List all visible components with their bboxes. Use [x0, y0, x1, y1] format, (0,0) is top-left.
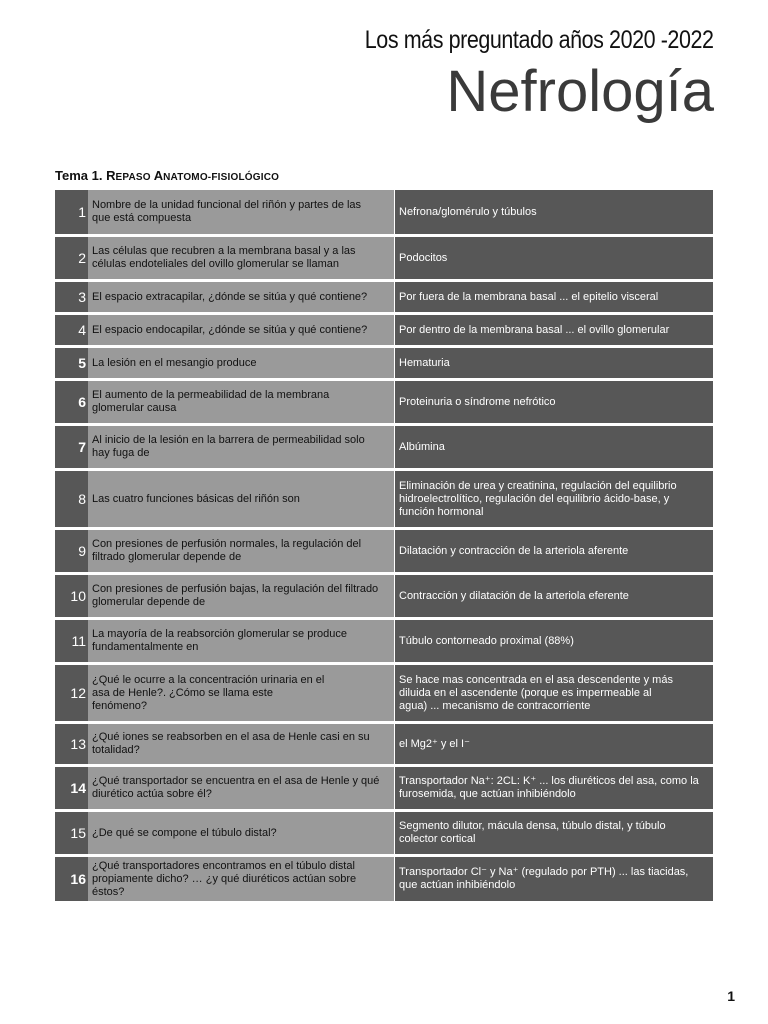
- question-cell: ¿Qué le ocurre a la concentración urinaria en el asa de Henle?. ¿Cómo se llama este fenómeno?: [88, 665, 394, 721]
- table-row: [55, 237, 713, 279]
- row-number: 1: [55, 190, 88, 234]
- section-r-rest: EPASO: [115, 172, 154, 183]
- row-number: 10: [55, 575, 88, 617]
- table-row: [55, 812, 713, 854]
- answer-cell: Transportador Na⁺: 2CL: K⁺ ... los diuréticos del asa, como la furosemida, que actúan inhibiéndolo: [394, 767, 713, 809]
- question-cell: ¿Qué transportador se encuentra en el asa de Henle y qué diurético actúa sobre él?: [88, 767, 394, 809]
- row-number: 15: [55, 812, 88, 854]
- question-cell: La mayoría de la reabsorción glomerular se produce fundamentalmente en: [88, 620, 394, 662]
- qa-table: [55, 190, 713, 904]
- question-cell: El espacio endocapilar, ¿dónde se sitúa y qué contiene?: [88, 315, 394, 345]
- answer-cell: Eliminación de urea y creatinina, regulación del equilibrio hidroelectrolítico, regulación del equilibrio ácido-base, y función hormonal: [394, 471, 713, 527]
- table-row: [55, 190, 713, 234]
- answer-cell: Segmento dilutor, mácula densa, túbulo distal, y túbulo colector cortical: [394, 812, 713, 854]
- answer-cell: Proteinuria o síndrome nefrótico: [394, 381, 713, 423]
- answer-cell: Por fuera de la membrana basal ... el epitelio visceral: [394, 282, 713, 312]
- question-cell: Las células que recubren a la membrana basal y a las células endoteliales del ovillo glomerular se llaman: [88, 237, 394, 279]
- answer-cell: Se hace mas concentrada en el asa descendente y más diluida en el ascendente (porque es impermeable al agua) ... mecanismo de contracorriente: [394, 665, 713, 721]
- section-heading: [55, 168, 279, 183]
- question-cell: Al inicio de la lesión en la barrera de permeabilidad solo hay fuga de: [88, 426, 394, 468]
- row-number: 14: [55, 767, 88, 809]
- answer-cell: Albúmina: [394, 426, 713, 468]
- row-number: 5: [55, 348, 88, 378]
- table-row: [55, 471, 713, 527]
- table-row: [55, 282, 713, 312]
- table-row: [55, 348, 713, 378]
- row-number: 3: [55, 282, 88, 312]
- table-row: [55, 381, 713, 423]
- answer-cell: Hematuria: [394, 348, 713, 378]
- row-number: 11: [55, 620, 88, 662]
- answer-cell: Por dentro de la membrana basal ... el ovillo glomerular: [394, 315, 713, 345]
- table-row: [55, 620, 713, 662]
- question-cell: El aumento de la permeabilidad de la membrana glomerular causa: [88, 381, 394, 423]
- answer-cell: Túbulo contorneado proximal (88%): [394, 620, 713, 662]
- answer-cell: Nefrona/glomérulo y túbulos: [394, 190, 713, 234]
- table-row: [55, 767, 713, 809]
- answer-cell: Dilatación y contracción de la arteriola aferente: [394, 530, 713, 572]
- row-number: 9: [55, 530, 88, 572]
- table-row: [55, 575, 713, 617]
- question-cell: Las cuatro funciones básicas del riñón son: [88, 471, 394, 527]
- table-row: [55, 530, 713, 572]
- question-cell: ¿Qué transportadores encontramos en el túbulo distal propiamente dicho? … ¿y qué diuréticos actúan sobre éstos?: [88, 857, 394, 901]
- table-row: [55, 426, 713, 468]
- section-a-rest: NATOMO-FISIOLÓGICO: [163, 172, 280, 183]
- row-number: 4: [55, 315, 88, 345]
- question-cell: La lesión en el mesangio produce: [88, 348, 394, 378]
- document-subtitle: Los más preguntado años 2020 -2022: [365, 26, 714, 54]
- table-row: [55, 857, 713, 901]
- table-row: [55, 665, 713, 721]
- answer-cell: el Mg2⁺ y el I⁻: [394, 724, 713, 764]
- row-number: 13: [55, 724, 88, 764]
- table-row: [55, 315, 713, 345]
- question-cell: ¿Qué iones se reabsorben en el asa de Henle casi en su totalidad?: [88, 724, 394, 764]
- row-number: 12: [55, 665, 88, 721]
- answer-cell: Transportador Cl⁻ y Na⁺ (regulado por PTH) ... las tiacidas, que actúan inhibiéndolo: [394, 857, 713, 901]
- answer-cell: Contracción y dilatación de la arteriola eferente: [394, 575, 713, 617]
- section-r-cap: R: [106, 168, 116, 183]
- question-cell: Con presiones de perfusión normales, la regulación del filtrado glomerular depende de: [88, 530, 394, 572]
- question-cell: Con presiones de perfusión bajas, la regulación del filtrado glomerular depende de: [88, 575, 394, 617]
- question-cell: ¿De qué se compone el túbulo distal?: [88, 812, 394, 854]
- document-title: Nefrología: [446, 59, 714, 124]
- row-number: 8: [55, 471, 88, 527]
- row-number: 16: [55, 857, 88, 901]
- row-number: 6: [55, 381, 88, 423]
- question-cell: El espacio extracapilar, ¿dónde se sitúa y qué contiene?: [88, 282, 394, 312]
- section-prefix: Tema 1.: [55, 168, 107, 183]
- row-number: 2: [55, 237, 88, 279]
- table-row: [55, 724, 713, 764]
- question-cell: Nombre de la unidad funcional del riñón y partes de las que está compuesta: [88, 190, 394, 234]
- row-number: 7: [55, 426, 88, 468]
- page-number: 1: [727, 988, 735, 1004]
- section-a-cap: A: [153, 168, 164, 183]
- answer-cell: Podocitos: [394, 237, 713, 279]
